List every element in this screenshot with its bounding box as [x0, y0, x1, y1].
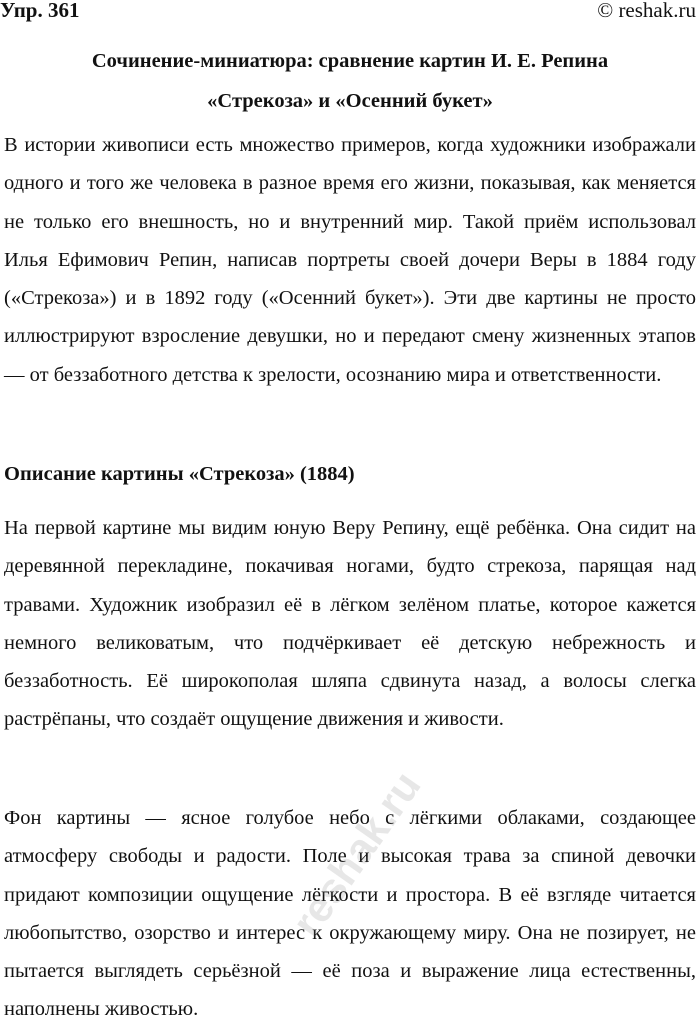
essay-title-line-1: Сочинение-миниатюра: сравнение картин И. Е. Репина [91, 50, 609, 72]
description-paragraph-1: На первой картине мы видим юную Веру Репину, ещё ребёнка. Она сидит на деревянной перекладине, покачивая ногами, будто стрекоза, парящая над травами. Художник изобразил её в лёгком зелёном платье, которое кажется немного великоватым, что подчёркивает её детскую небрежность и беззаботность. Её широкополая шляпа сдвинута назад, а волосы слегка растрёпаны, что создаёт ощущение движения и живости. [4, 517, 696, 731]
section-heading: Описание картины «Стрекоза» (1884) [4, 463, 355, 485]
description-paragraph-2: Фон картины — ясное голубое небо с лёгкими облаками, создающее атмосферу свободы и радости. Поле и высокая трава за спиной девочки придают композиции ощущение лёгкости и простора. В её взгляде читается любопытство, озорство и интерес к окружающему миру. Она не позирует, не пытается выглядеть серьёзной — её поза и выражение лица естественны, наполнены живостью. [4, 807, 696, 1021]
essay-title-line-2: «Стрекоза» и «Осенний букет» [207, 90, 493, 112]
exercise-number: Упр. 361 [0, 0, 80, 22]
page-header [0, 0, 700, 26]
watermark: reshak.ru [282, 762, 430, 945]
site-credit[interactable]: © reshak.ru [597, 0, 696, 22]
intro-paragraph: В истории живописи есть множество примеров, когда художники изображали одного и того же человека в разное время его жизни, показывая, как меняется не только его внешность, но и внутренний мир. Такой приём использовал Илья Ефимович Репин, написав портреты своей дочери Веры в 1884 году («Стрекоза») и в 1892 году («Осенний букет»). Эти две картины не просто иллюстрируют взросление девушки, но и передают смену жизненных этапов — от беззаботного детства к зрелости, осознанию мира и ответственности. [4, 134, 696, 386]
